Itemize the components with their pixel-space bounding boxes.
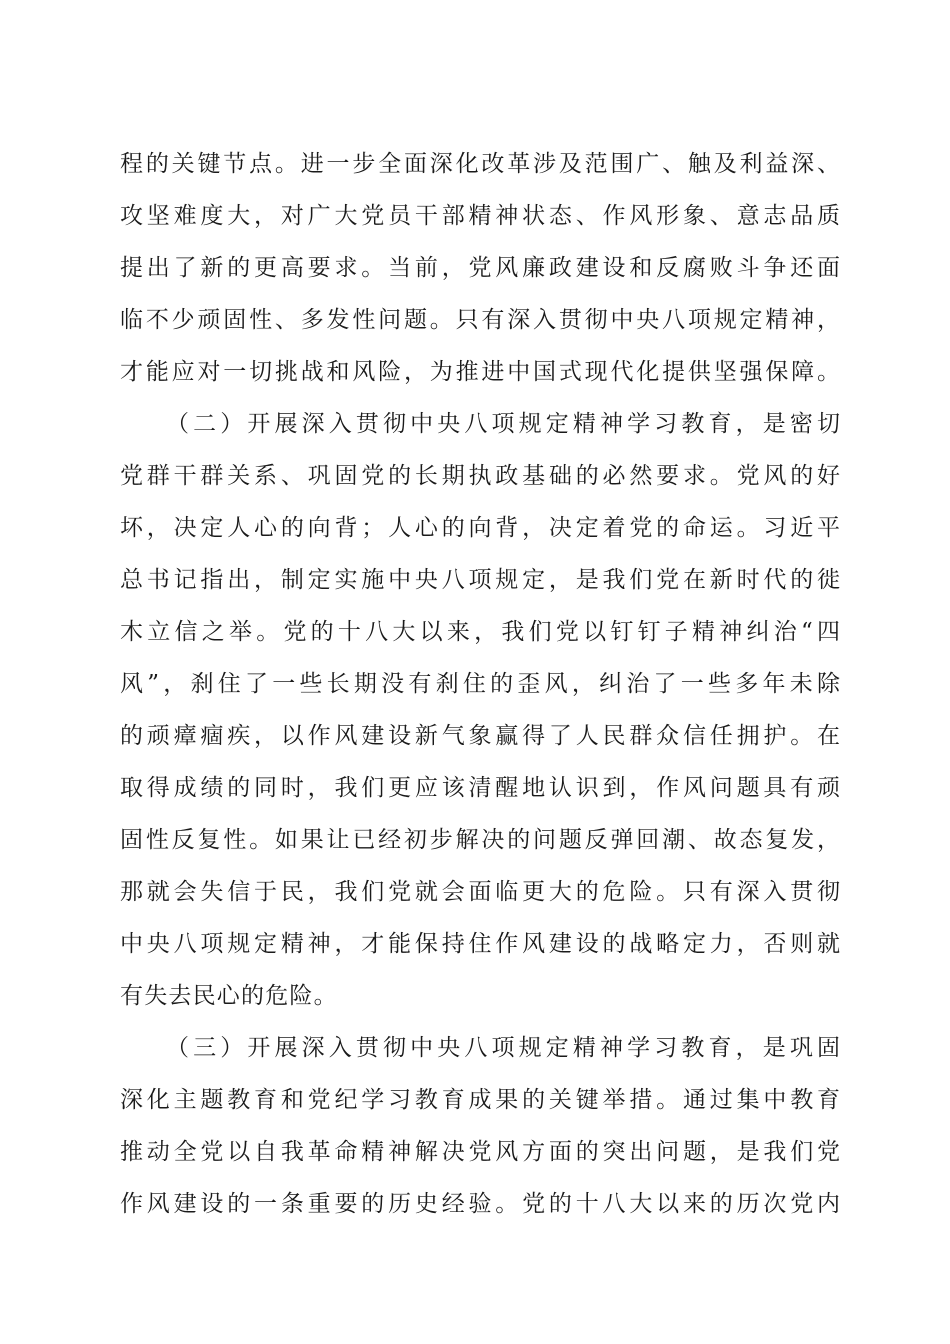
text-line: 总书记指出，制定实施中央八项规定，是我们党在新时代的徙: [120, 567, 840, 593]
text-line: 攻坚难度大，对广大党员干部精神状态、作风形象、意志品质: [120, 203, 840, 229]
text-line: 那就会失信于民，我们党就会面临更大的危险。只有深入贯彻: [120, 879, 840, 905]
text-line: 坏，决定人心的向背；人心的向背，决定着党的命运。习近平: [120, 515, 840, 541]
text-line: 程的关键节点。进一步全面深化改革涉及范围广、触及利益深、: [120, 151, 840, 177]
paragraph-start-line: （二）开展深入贯彻中央八项规定精神学习教育，是密切: [166, 411, 840, 437]
text-line: 中央八项规定精神，才能保持住作风建设的战略定力，否则就: [120, 931, 840, 957]
text-line: 取得成绩的同时，我们更应该清醒地认识到，作风问题具有顽: [120, 775, 840, 801]
text-line: 风”，刹住了一些长期没有刹住的歪风，纠治了一些多年未除: [120, 671, 840, 697]
text-line: 深化主题教育和党纪学习教育成果的关键举措。通过集中教育: [120, 1087, 840, 1113]
text-line: 推动全党以自我革命精神解决党风方面的突出问题，是我们党: [120, 1139, 840, 1165]
paragraph-end-line: 有失去民心的危险。: [120, 983, 338, 1009]
text-line: 的顽瘴痼疾，以作风建设新气象赢得了人民群众信任拥护。在: [120, 723, 840, 749]
text-line: 作风建设的一条重要的历史经验。党的十八大以来的历次党内: [120, 1191, 840, 1217]
text-line: 木立信之举。党的十八大以来，我们党以钉钉子精神纠治“四: [120, 619, 840, 645]
text-line: 固性反复性。如果让已经初步解决的问题反弹回潮、故态复发，: [120, 827, 840, 853]
text-line: 提出了新的更高要求。当前，党风廉政建设和反腐败斗争还面: [120, 255, 840, 281]
body-text: [120, 138, 840, 1230]
text-line: 党群干群关系、巩固党的长期执政基础的必然要求。党风的好: [120, 463, 840, 489]
text-line: 才能应对一切挑战和风险，为推进中国式现代化提供坚强保障。: [120, 359, 840, 385]
text-line: 临不少顽固性、多发性问题。只有深入贯彻中央八项规定精神，: [120, 307, 840, 333]
paragraph-start-line: （三）开展深入贯彻中央八项规定精神学习教育，是巩固: [166, 1035, 840, 1061]
